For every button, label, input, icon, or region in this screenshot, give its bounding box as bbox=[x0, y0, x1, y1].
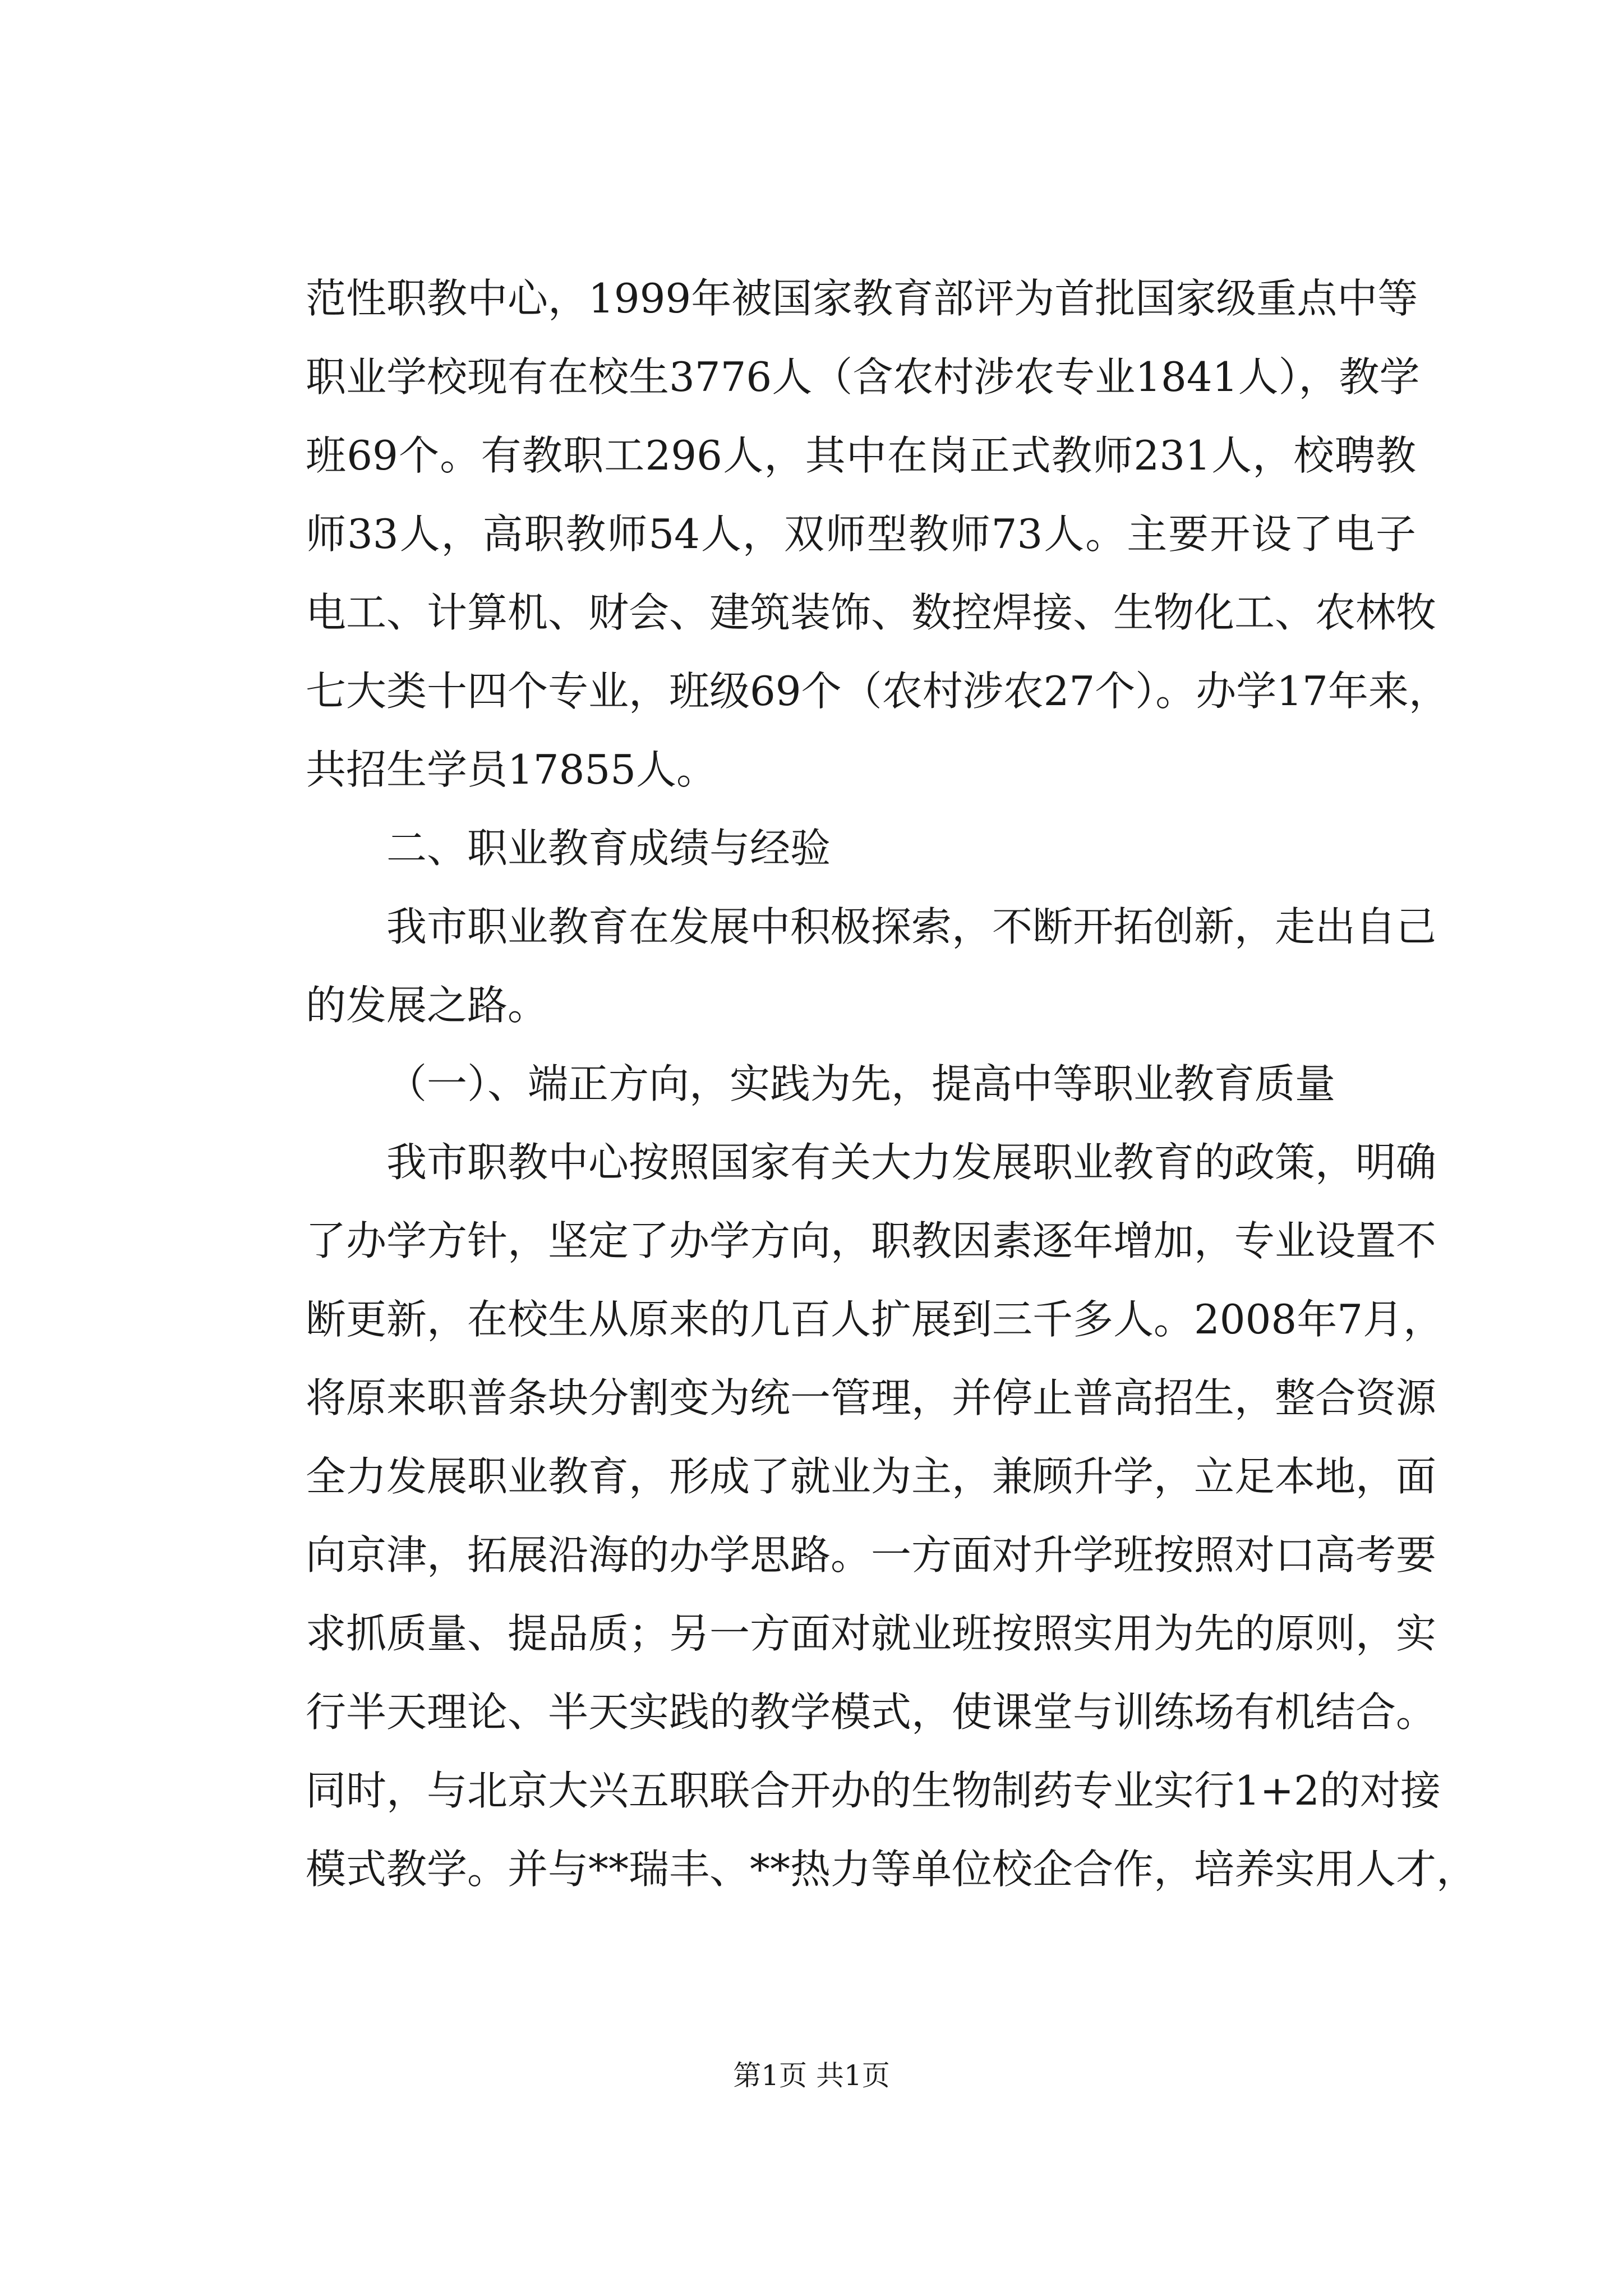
text-line: 同时，与北京大兴五职联合开办的生物制药专业实行1+2的对接 bbox=[306, 1767, 1441, 1814]
text-line: 求抓质量、提品质；另一方面对就业班按照实用为先的原则，实 bbox=[306, 1610, 1437, 1657]
text-line: 我市职教中心按照国家有关大力发展职业教育的政策，明确 bbox=[386, 1139, 1437, 1186]
text-line: 行半天理论、半天实践的教学模式，使课堂与训练场有机结合。 bbox=[306, 1688, 1437, 1736]
text-line: 共招生学员17855人。 bbox=[306, 746, 717, 793]
text-line: 我市职业教育在发展中积极探索，不断开拓创新，走出自己 bbox=[386, 903, 1437, 950]
text-line: 了办学方针，坚定了办学方向，职教因素逐年增加，专业设置不 bbox=[306, 1217, 1437, 1264]
text-line: 范性职教中心，1999年被国家教育部评为首批国家级重点中等 bbox=[306, 275, 1418, 322]
text-line: 的发展之路。 bbox=[306, 982, 548, 1029]
text-line: 将原来职普条块分割变为统一管理，并停止普高招生，整合资源 bbox=[306, 1374, 1437, 1421]
page-footer: 第1页 共1页 bbox=[733, 2059, 890, 2092]
text-line: 七大类十四个专业，班级69个（农村涉农27个）。办学17年来， bbox=[306, 668, 1449, 715]
text-line: 电工、计算机、财会、建筑装饰、数控焊接、生物化工、农林牧 bbox=[306, 589, 1437, 636]
text-line: 断更新，在校生从原来的几百人扩展到三千多人。2008年7月， bbox=[306, 1296, 1444, 1343]
text-line: 向京津，拓展沿海的办学思路。一方面对升学班按照对口高考要 bbox=[306, 1531, 1437, 1579]
text-line: 二、职业教育成绩与经验 bbox=[386, 825, 831, 872]
text-line: （一）、端正方向，实践为先，提高中等职业教育质量 bbox=[386, 1060, 1336, 1107]
text-line: 全力发展职业教育，形成了就业为主，兼顾升学，立足本地，面 bbox=[306, 1453, 1437, 1500]
document-body bbox=[306, 259, 1477, 1908]
text-line: 职业学校现有在校生3776人（含农村涉农专业1841人），教学 bbox=[306, 353, 1420, 401]
text-line: 师33人，高职教师54人，双师型教师73人。主要开设了电子 bbox=[306, 510, 1416, 558]
text-line: 模式教学。并与**瑞丰、**热力等单位校企合作，培养实用人才， bbox=[306, 1846, 1477, 1893]
text-line: 班69个。有教职工296人，其中在岗正式教师231人，校聘教 bbox=[306, 432, 1416, 479]
